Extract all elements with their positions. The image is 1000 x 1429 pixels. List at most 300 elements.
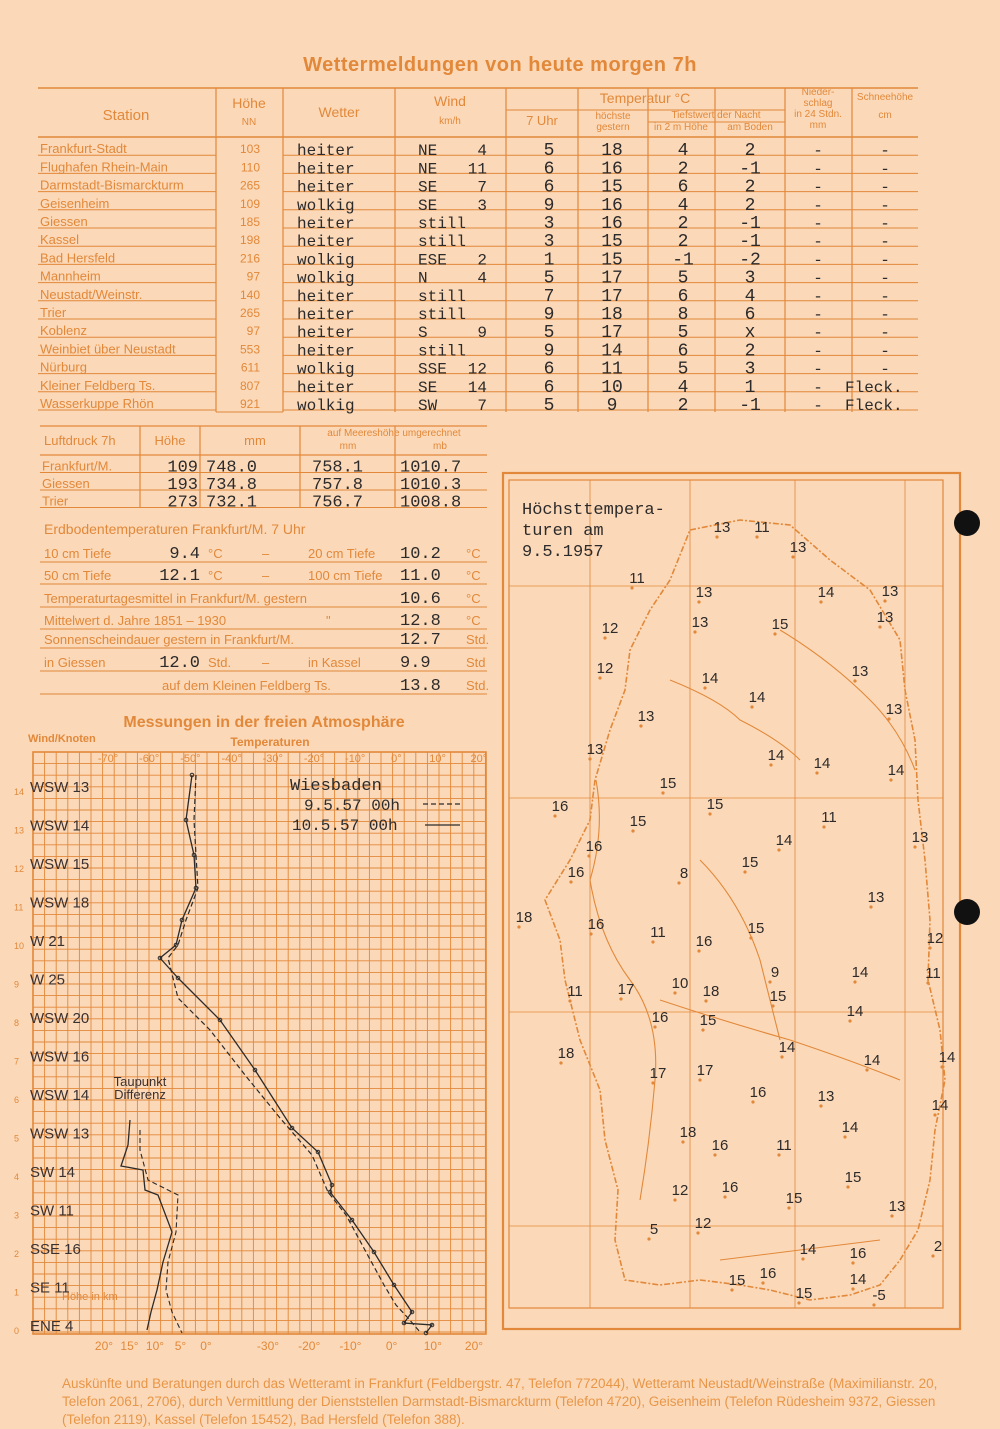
max-temp-value: 15 [747,920,765,937]
max-temp-value: 16 [849,1245,867,1262]
soil-label: Mittelwert d. Jahre 1851 – 1930 [44,613,227,628]
max-header: gestern [596,122,630,133]
punch-hole [954,510,980,536]
sea-mb-header: mb [433,441,447,452]
pressure-mm: 748.0 [206,458,258,478]
pressure-station: Trier [42,493,69,509]
wind-value: WSW 13 [30,779,90,796]
temp-min-ground: x [744,323,756,344]
pressure-mm: 734.8 [206,476,258,495]
height-tick: 8 [14,1018,20,1028]
temp-min-2m: 2 [677,214,689,234]
max-temp-value: 15 [699,1012,717,1029]
soil-value: 9.9 [400,654,431,673]
height-tick: 10 [14,941,25,951]
wind-direction: NE [418,142,438,161]
wind-unit: km/h [439,116,461,127]
wind-value: SW 14 [30,1164,76,1181]
temp-max: 17 [601,268,623,289]
precip-value: - [813,397,823,415]
station-altitude: 97 [246,324,260,339]
temp-min-2m: 4 [677,141,689,162]
snow-value: - [880,324,890,343]
temp-min-ground: -1 [739,159,761,180]
soil-label: 20 cm Tiefe [308,546,376,561]
max-temp-value: 13 [911,829,929,846]
max-temp-value: 16 [587,916,605,933]
precip-value: - [813,233,823,252]
max-temp-value: 13 [867,889,885,906]
wind-speed: 9 [477,324,487,343]
snow-value: - [880,360,890,379]
station-altitude: 216 [239,251,260,266]
temp-tick: 20° [470,753,488,765]
temp-min-2m: 6 [677,177,689,198]
soil-unit: °C [466,568,481,583]
wind-value: WSW 16 [30,1048,90,1066]
temp-min-ground: 2 [744,341,756,362]
dew-tick: 0° [200,1339,212,1353]
soil-dash: – [262,568,270,583]
wind-direction: still [418,215,467,233]
wind-value: WSW 18 [30,894,90,912]
temp-7h: 6 [543,159,555,180]
pressure-station: Giessen [42,476,90,491]
height-tick: 14 [14,787,25,797]
max-temp-value: 16 [749,1084,767,1101]
temp-tick: -20° [303,753,325,765]
max-temp-value: 14 [817,584,835,601]
snow-value: - [880,142,890,161]
temp-min-2m: 4 [677,377,689,398]
max-temp-value: 14 [938,1049,956,1066]
precip-header: in 24 Stdn. [794,109,842,120]
temp-tick: -10° [345,753,366,765]
weather-value: wolkig [297,251,355,270]
sea-level-mm: 758.1 [312,458,364,478]
station-altitude: 103 [239,142,260,157]
dewpoint-label: Differenz [114,1087,166,1102]
precip-value: - [813,215,823,233]
wind-speed: 14 [467,378,487,397]
max-temp-value: -5 [872,1287,886,1304]
height-tick: 4 [14,1172,20,1182]
wind-direction: S [418,324,428,343]
max-temp-value: 14 [851,964,869,981]
height-tick: 13 [14,825,25,836]
max-temp-value: 11 [776,1137,792,1154]
max-temp-value: 12 [926,930,944,947]
t7-header: 7 Uhr [526,113,558,128]
soil-unit: Std. [466,632,490,647]
max-temp-value: 14 [748,689,766,706]
precip-value: - [813,360,823,379]
max-temp-value: 14 [931,1097,949,1114]
temp-min-2m: 4 [677,195,689,216]
min-header: Tiefstwert der Nacht [671,110,761,121]
height-tick: 3 [14,1210,20,1221]
wind-speed: 12 [467,360,487,379]
temp-tick: -10° [339,1339,362,1353]
station-name: Neustadt/Weinstr. [40,286,143,302]
soil-unit: °C [208,546,223,561]
max-temp-value: 9 [770,964,780,981]
max-temp-value: 14 [841,1119,859,1136]
pressure-altitude: 193 [167,476,198,495]
wind-header: Wind [434,93,466,109]
station-altitude: 110 [240,160,260,175]
punch-hole [954,899,980,925]
wind-direction: SE [418,178,438,197]
max-temp-value: 16 [651,1009,669,1026]
wind-value: W 25 [30,971,66,989]
pressure-mm: 732.1 [206,493,258,513]
soil-unit: Std. [208,655,232,670]
height-tick: 9 [14,979,20,990]
max-temp-value: 17 [696,1062,714,1079]
temp-min-2m: 8 [677,305,689,325]
soil-label: auf dem Kleinen Feldberg Ts. [162,678,331,693]
snow-value: - [880,233,890,252]
snow-value: - [880,178,890,197]
soil-label: in Kassel [308,655,361,670]
temp-max: 15 [601,177,623,198]
soil-value: 12.8 [400,612,441,631]
temp-min-2m: 5 [677,359,689,380]
sea-level-mb: 1010.7 [400,458,462,478]
temp-7h: 5 [543,268,555,289]
max-temp-value: 15 [659,775,677,792]
station-altitude: 198 [239,233,260,248]
pressure-header: Luftdruck 7h [44,433,116,448]
pressure-altitude: 273 [167,493,198,513]
temp-min-ground: 2 [744,177,756,198]
station-name: Bad Hersfeld [40,250,116,266]
soil-value: 10.6 [400,590,441,609]
wind-value: WSW 14 [30,817,90,835]
legend-second: 10.5.57 00h [292,817,398,835]
wind-value: WSW 13 [30,1125,90,1143]
height-tick: 0 [14,1326,20,1336]
temp-min-ground: -1 [739,396,761,416]
map-title: Höchsttempera- turen am 9.5.1957 [522,501,665,562]
soil-unit: Std [466,655,486,670]
temp-tick: 0° [391,753,402,765]
snow-value: - [880,215,890,233]
wind-value: WSW 14 [30,1087,90,1104]
weather-value: heiter [297,142,355,161]
max-temp-value: 11 [925,965,941,982]
weather-value: wolkig [297,397,355,415]
atmosphere-heading: Messungen in der freien Atmosphäre [123,714,405,731]
soil-unit: °C [466,591,481,606]
wind-value: WSW 15 [30,856,90,873]
soil-label: 50 cm Tiefe [44,568,112,583]
station-altitude: 611 [240,360,260,375]
temp-max: 18 [601,141,623,162]
temp-min-ground: 1 [744,377,756,398]
snow-value: Fleck. [845,378,903,397]
height-tick: 11 [14,902,24,913]
temp-min-ground: 3 [744,268,756,289]
precip-unit: mm [809,120,827,131]
max-temp-value: 15 [769,988,787,1005]
temp-min-ground: 6 [744,305,756,325]
temp-tick: -40° [221,753,242,765]
height-tick: 1 [14,1287,20,1298]
temp-7h: 3 [543,214,555,234]
ditto-mark: " [326,613,331,628]
hoehe-unit: NN [241,117,257,128]
temperature-label: Temperaturen [230,735,310,749]
max-temp-value: 11 [821,809,837,826]
wind-speed: 11 [467,160,487,179]
max-temp-value: 13 [885,701,903,718]
wind-label: Wind/Knoten [28,733,96,745]
temp-7h: 1 [543,250,555,271]
wind-direction: SE [418,378,438,397]
station-name: Wasserkuppe Rhön [40,396,154,411]
max-temp-value: 11 [567,983,583,1000]
temp-max: 15 [601,250,623,271]
soil-value: 13.8 [400,677,441,696]
weather-value: heiter [297,178,355,197]
weather-value: heiter [297,287,355,306]
temp-min-2m: 5 [677,268,689,289]
temp-min-ground: 2 [744,195,756,216]
station-altitude: 265 [239,178,260,193]
station-altitude: 185 [239,215,260,229]
temp-tick: -70° [97,753,119,765]
wind-value: WSW 20 [30,1010,90,1027]
temp-7h: 9 [543,195,555,216]
precip-header: schlag [803,98,833,109]
river [780,630,915,770]
temp-min-2m: 5 [677,323,689,344]
height-tick: 2 [14,1249,20,1259]
soil-value: 9.4 [169,545,200,564]
max-temp-value: 16 [567,864,585,881]
sea-level-mm: 756.7 [312,493,364,513]
max-temp-value: 16 [759,1265,777,1282]
chart-frame [33,752,486,1334]
height-tick: 7 [14,1056,20,1067]
max-temp-value: 13 [817,1088,835,1105]
weather-value: wolkig [297,360,355,379]
temp-7h: 5 [543,141,555,162]
wind-direction: still [418,342,467,361]
station-name: Weinbiet über Neustadt [40,341,176,357]
weather-value: heiter [297,233,355,252]
wind-value: SSE 16 [30,1241,81,1258]
max-temp-value: 13 [876,609,894,626]
max-temp-value: 10 [671,975,689,992]
max-temp-value: 18 [515,909,533,926]
station-name: Kassel [40,232,80,248]
sea-level-header: auf Meereshöhe umgerechnet [327,428,461,439]
wind-direction: still [418,306,467,324]
dewpoint-curve-solid [121,1120,172,1330]
max-temp-value: 14 [849,1271,867,1288]
temp-min-ground: -1 [739,232,761,253]
wind-speed: 7 [477,397,487,415]
wind-direction: still [418,287,467,306]
station-altitude: 807 [239,378,260,393]
footer-note: Auskünfte und Beratungen durch das Wetteramt in Frankfurt (Feldbergstr. 47, Telefon 772044), Wetteramt Neustadt/Weinstraße (Maximilianstr. 20, Telefon 2061, 2706), durch Vermittlung der Dienststellen Darmstadt-Bismarckturm (Telefon 4720), Geisenheim (Telefon Rüdesheim 9372, Giessen (Telefon 2119), Kassel (Telefon 15452), Bad Hersfeld (Telefon 388). [62,1376,938,1427]
max-temp-value: 15 [706,796,724,813]
max-temp-value: 17 [617,981,635,998]
soil-unit: °C [466,613,481,628]
temp-min-ground: 3 [744,359,756,380]
min-ground-header: am Boden [727,122,773,133]
height-label: Höhe in km [62,1291,118,1303]
temp-tick: -30° [256,1339,280,1353]
soil-value: 10.2 [400,545,441,564]
max-temp-value: 14 [778,1039,796,1056]
hoehe-header: Höhe [232,95,266,111]
dew-tick: 10° [145,1339,165,1353]
max-temp-value: 12 [694,1215,712,1232]
max-temp-value: 16 [695,933,713,950]
max-temp-value: 13 [851,663,869,680]
temp-max: 18 [601,305,623,325]
dewpoint-label: Taupunkt [113,1074,167,1089]
max-temp-value: 18 [557,1045,575,1062]
temp-max: 16 [601,214,623,234]
temp-min-ground: -2 [739,250,761,271]
wind-speed: 2 [477,251,487,270]
temp-max: 15 [601,232,623,253]
soil-unit: °C [208,568,223,583]
temp-min-ground: -1 [739,214,761,234]
station-name: Flughafen Rhein-Main [40,159,168,175]
height-tick: 5 [14,1133,20,1144]
weather-value: heiter [297,342,355,361]
dew-tick: 5° [174,1339,187,1353]
temp-7h: 3 [543,232,555,253]
station-name: Nürburg [40,359,87,375]
temp-max: 10 [601,377,623,398]
temp-tick: 10° [423,1339,442,1353]
wind-direction: NE [418,160,438,179]
temp-max: 16 [601,159,623,180]
station-header: Station [102,107,150,124]
max-temp-value: 13 [888,1198,906,1215]
wind-value: ENE 4 [30,1318,74,1335]
max-temp-value: 15 [629,813,647,830]
wetter-header: Wetter [318,104,360,120]
temp-7h: 9 [543,305,555,325]
weather-value: heiter [297,324,355,343]
wind-value: SE 11 [30,1279,70,1297]
soil-value: 12.1 [159,567,200,586]
legend-first: 9.5.57 00h [304,797,401,815]
wind-direction: SW [418,397,438,415]
soil-label: Temperaturtagesmittel in Frankfurt/M. gestern [44,591,307,606]
temp-tick: 20° [464,1339,484,1353]
weather-value: heiter [297,215,355,233]
soil-label: Sonnenscheindauer gestern in Frankfurt/M. [44,632,295,647]
wind-value: SW 11 [30,1202,74,1220]
precip-value: - [813,269,823,288]
temp-max: 17 [601,286,623,307]
max-temp-value: 14 [846,1003,864,1020]
max-temp-value: 14 [775,832,793,849]
snow-value: Fleck. [845,397,903,415]
weather-value: wolkig [297,196,355,215]
wind-direction: ESE [418,251,447,270]
soil-label: 100 cm Tiefe [308,568,383,583]
precip-value: - [813,160,823,179]
sea-level-mm: 757.8 [312,476,364,495]
pressure-station: Frankfurt/M. [42,458,113,474]
dew-tick: 15° [120,1339,139,1353]
station-name: Kleiner Feldberg Ts. [40,377,156,393]
precip-value: - [813,287,823,306]
max-temp-value: 13 [881,583,899,600]
temp-7h: 5 [543,323,555,344]
station-name: Darmstadt-Bismarckturm [40,177,184,193]
wind-direction: N [418,269,428,288]
wind-speed: 4 [477,142,487,161]
temp-7h: 5 [543,396,555,416]
weather-value: heiter [297,306,355,324]
precip-value: - [813,142,823,161]
temp-min-ground: 4 [744,286,756,307]
snow-value: - [880,306,890,324]
temp-tick: -30° [262,753,283,765]
max-temp-value: 16 [721,1179,739,1196]
temp-min-2m: -1 [672,250,694,271]
max-temp-value: 18 [702,983,720,1000]
temp-max: 9 [606,396,618,416]
soil-value: 12.7 [400,631,441,650]
height-tick: 6 [14,1095,20,1105]
station-name: Koblenz [40,323,87,339]
max-temp-value: 15 [844,1169,862,1186]
station-name: Geisenheim [40,195,110,211]
weather-value: wolkig [297,269,355,288]
temp-tick: 10° [429,753,446,765]
max-temp-value: 13 [789,539,807,556]
snow-value: - [880,342,890,361]
max-temp-value: 14 [799,1241,817,1258]
temp-tick: 0° [385,1339,398,1353]
max-temp-value: 14 [767,747,785,764]
snow-value: - [880,160,890,179]
temp-7h: 7 [543,286,555,307]
max-temp-value: 18 [679,1124,697,1141]
snow-value: - [880,287,890,306]
temp-min-ground: 2 [744,141,756,162]
temp-7h: 9 [543,341,555,362]
max-temp-value: 13 [691,614,709,631]
temp-7h: 6 [543,177,555,198]
precip-value: - [813,342,823,361]
temp-max: 14 [601,341,623,362]
pressure-altitude: 109 [167,458,198,478]
precip-value: - [813,324,823,343]
max-temp-value: 5 [649,1221,659,1238]
soil-dash: – [262,546,270,561]
max-temp-value: 15 [795,1285,813,1302]
max-temp-value: 13 [695,584,713,601]
soil-value: 11.0 [400,567,441,586]
station-altitude: 140 [239,287,260,302]
max-temp-value: 12 [596,660,614,677]
station-name: Frankfurt-Stadt [40,141,127,157]
max-temp-value: 12 [671,1182,689,1199]
